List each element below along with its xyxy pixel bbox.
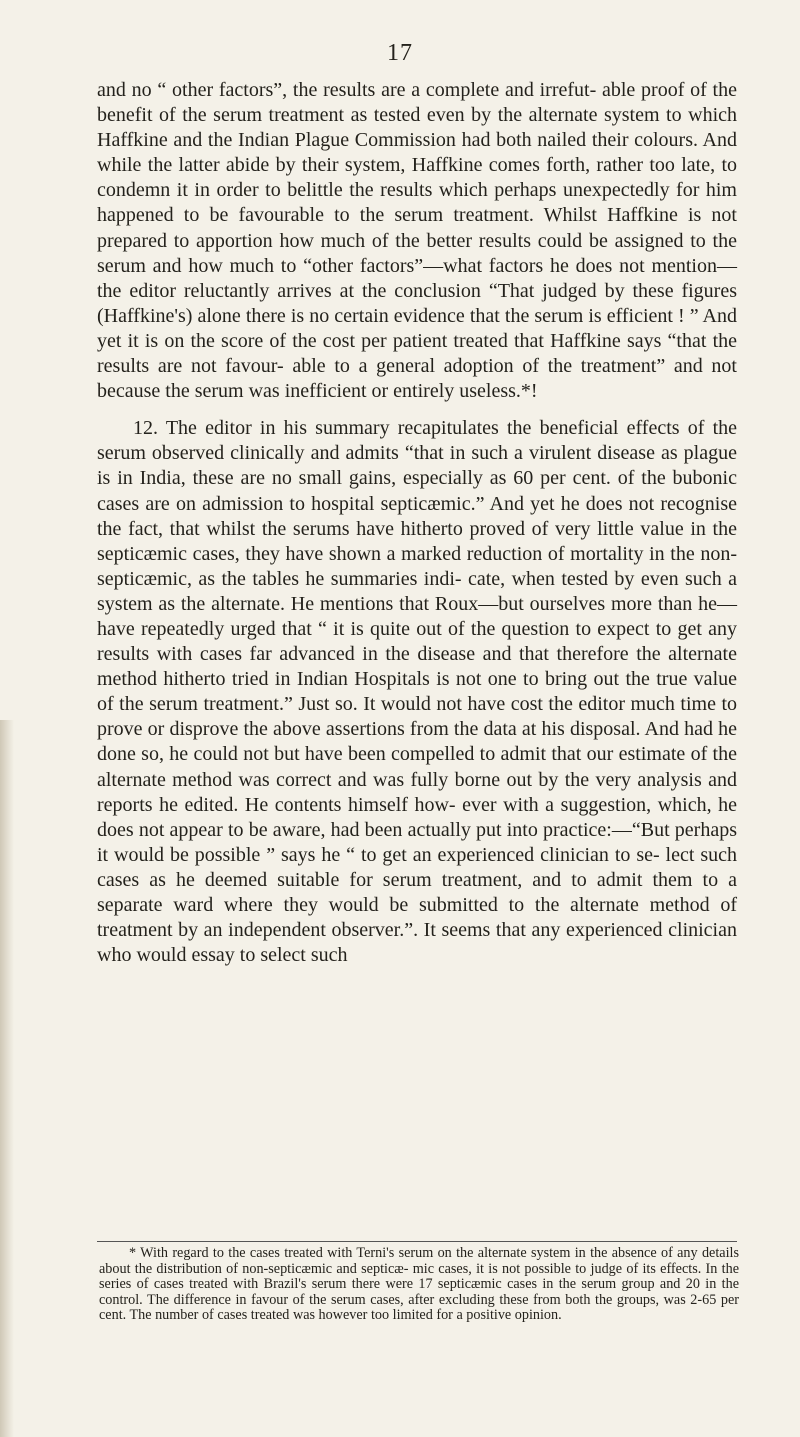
paragraph-12: 12. The editor in his summary recapitulates the beneficial effects of the serum observed clinically and admits “that in such a virulent disease as plague is in India, these are no small gains, especially as 60 per cent. of the bubonic cases are on admission to hospital septicæmic.” And yet he does not recognise the fact, that whilst the serums have hitherto proved of very little value in the septicæmic cases, they have shown a marked reduction of mortality in the non-septicæmic, as the tables he summaries indi- cate, when tested by even such a system as the alternate. He mentions that Roux—but ourselves more than he—have repeatedly urged that “ it is quite out of the question to expect to get any results with cases far advanced in the disease and that therefore the alternate method hitherto tried in Indian Hospitals is not one to bring out the true value of the serum treatment.” Just so. It would not have cost the editor much time to prove or disprove the above assertions from the data at his disposal. And had he done so, he could not but have been compelled to admit that our estimate of the alternate method was correct and was fully borne out by the very analysis and reports he edited. He contents himself how- ever with a suggestion, which, he does not appear to be aware, had been actually put into practice:—“But perhaps it would be possible ” says he “ to get an experienced clinician to se- lect such cases as he deemed suitable for serum treatment, and to admit them to a separate ward where they would be submitted to the alternate method of treatment by an independent observer.”. It seems that any experienced clinician who would essay to select such bbox=[97, 417, 737, 967]
footnote: * With regard to the cases treated with Terni's serum on the alternate system in the absence of any details about the distribution of non-septicæmic and septicæ- mic cases, it is not possible to judge of its effects. In the series of cases treated with Brazil's serum there were 17 septicæmic cases in the serum group and 20 in the control. The difference in favour of the serum cases, after excluding these from both the groups, was 2-65 per cent. The number of cases treated was however too limited for a positive opinion. bbox=[99, 1245, 739, 1324]
page-binding-shadow bbox=[0, 720, 14, 1437]
body-text bbox=[97, 78, 737, 968]
page-number: 17 bbox=[387, 40, 413, 66]
paragraph-continuation: and no “ other factors”, the results are a complete and irrefut- able proof of the benefit of the serum treatment as tested even by the alternate system to which Haffkine and the Indian Plague Commission had both nailed their colours. And while the latter abide by their system, Haffkine comes forth, rather too late, to condemn it in order to belittle the results which perhaps unexpectedly for him happened to be favourable to the serum treatment. Whilst Haffkine is not prepared to apportion how much of the better results could be assigned to the serum and how much to “other factors”—what factors he does not mention—the editor reluctantly arrives at the conclusion “That judged by these figures (Haffkine's) alone there is no certain evidence that the serum is efficient ! ” And yet it is on the score of the cost per patient treated that Haffkine says “that the results are not favour- able to a general adoption of the treatment” and not because the serum was inefficient or entirely useless.*! bbox=[97, 79, 737, 403]
footnote-divider bbox=[97, 1241, 737, 1242]
